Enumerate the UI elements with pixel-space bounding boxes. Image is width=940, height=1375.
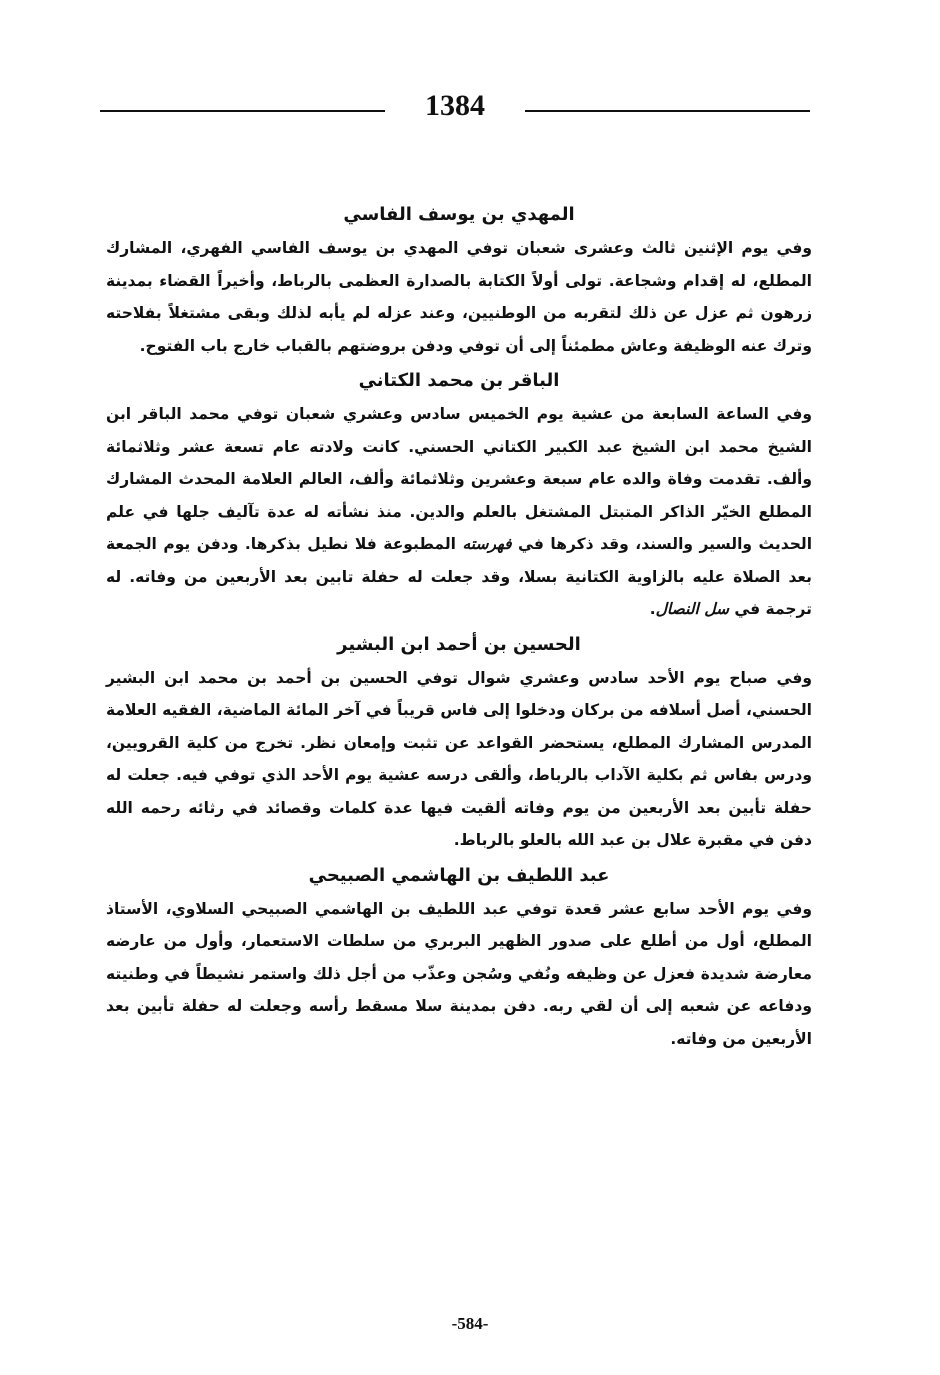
page-content — [106, 198, 812, 1057]
entry-body: وفي يوم الإثنين ثالث وعشرى شعبان توفي المهدي بن يوسف الفاسي الفهري، المشارك المطلع، له إقدام وشجاعة. تولى أولاً الكتابة بالصدارة العظمى بالرباط، وأخيراً القضاء بمدينة زرهون ثم عزل عن ذلك لتقربه من الوطنيين، وعند عزله لم يأبه لذلك وبقى مشتغلاً بفلاحته وترك عنه الوظيفة وعاش مطمئناً إلى أن توفي ودفن بروضتهم بالقباب خارج باب الفتوح. — [106, 239, 812, 355]
entry-title: المهدي بن يوسف الفاسي — [343, 204, 575, 225]
header-rule-right — [525, 110, 810, 112]
obituary-entry — [106, 859, 812, 1056]
book-title-italic: فهرسته — [462, 535, 512, 553]
header-rule-left — [100, 110, 385, 112]
entry-body — [106, 398, 812, 626]
obituary-entry — [106, 198, 812, 362]
book-title-italic: سل النصال — [655, 600, 729, 618]
entry-title: عبد اللطيف بن الهاشمي الصبيحي — [308, 864, 610, 886]
entry-body-text: المطبوعة فلا نطيل بذكرها. ودفن يوم الجمعة بعد الصلاة عليه بالزاوية الكتانية بسلا، وقد جعلت له حفلة تابين بعد الأربعين من وفاته. له ترجمة في — [106, 535, 812, 618]
page-header — [100, 82, 810, 132]
entry-title: الباقر بن محمد الكتاني — [358, 370, 560, 391]
entry-body: وفي صباح يوم الأحد سادس وعشري شوال توفي الحسين بن أحمد بن محمد ابن البشير الحسني، أصل أسلافه من بركان ودخلوا إلى فاس قريباً في آخر المائة الماضية، الفقيه العلامة المدرس المشارك المطلع، يستحضر القواعد عن تثبت وإمعان نظر. تخرج من كلية القرويين، ودرس بفاس ثم بكلية الآداب بالرباط، وألقى درسه عشية يوم الأحد الذي توفي فيه. جعلت له حفلة تأبين بعد الأربعين من يوم وفاته ألقيت فيها عدة كلمات وقصائد في رثائه رحمه الله دفن في مقبرة علال بن عبد الله بالعلو بالرباط. — [106, 668, 812, 849]
entry-body-text: . — [649, 600, 656, 618]
entry-title: الحسين بن أحمد ابن البشير — [337, 633, 581, 655]
header-year: 1384 — [425, 89, 485, 122]
page-number: -584- — [451, 1314, 489, 1333]
obituary-entry — [106, 364, 812, 626]
entry-body: وفي يوم الأحد سابع عشر قعدة توفي عبد اللطيف بن الهاشمي الصبيحي السلاوي، الأستاذ المطلع، أول من أطلع على صدور الظهير البربري من سلطات الاستعمار، وأول من عارضه معارضة شديدة فعزل عن وظيفه ونُفي وسُجن وعذّب من أجل ذلك واستمر نشيطاً في وطنيته ودفاعه عن شعبه إلى أن لقي ربه. دفن بمدينة سلا مسقط رأسه وجعلت له حفلة تأبين بعد الأربعين من وفاته. — [106, 899, 812, 1048]
entry-body-text: وفي الساعة السابعة من عشية يوم الخميس سادس وعشري شعبان توفي محمد الباقر ابن الشيخ محمد ابن الشيخ عبد الكبير الكتاني الحسني. كانت ولادته عام تسعة عشر وثلاثمائة وألف. تقدمت وفاة والده عام سبعة وعشرين وثلاثمائة وألف، العالم العلامة المحدث المشارك المطلع الخيّر الذاكر المتبتل المشتغل بالعلم والدين. منذ نشأته له عدة تآليف جلها في علم الحديث والسير والسند، وقد ذكرها في — [106, 405, 813, 553]
obituary-entry — [106, 628, 812, 857]
